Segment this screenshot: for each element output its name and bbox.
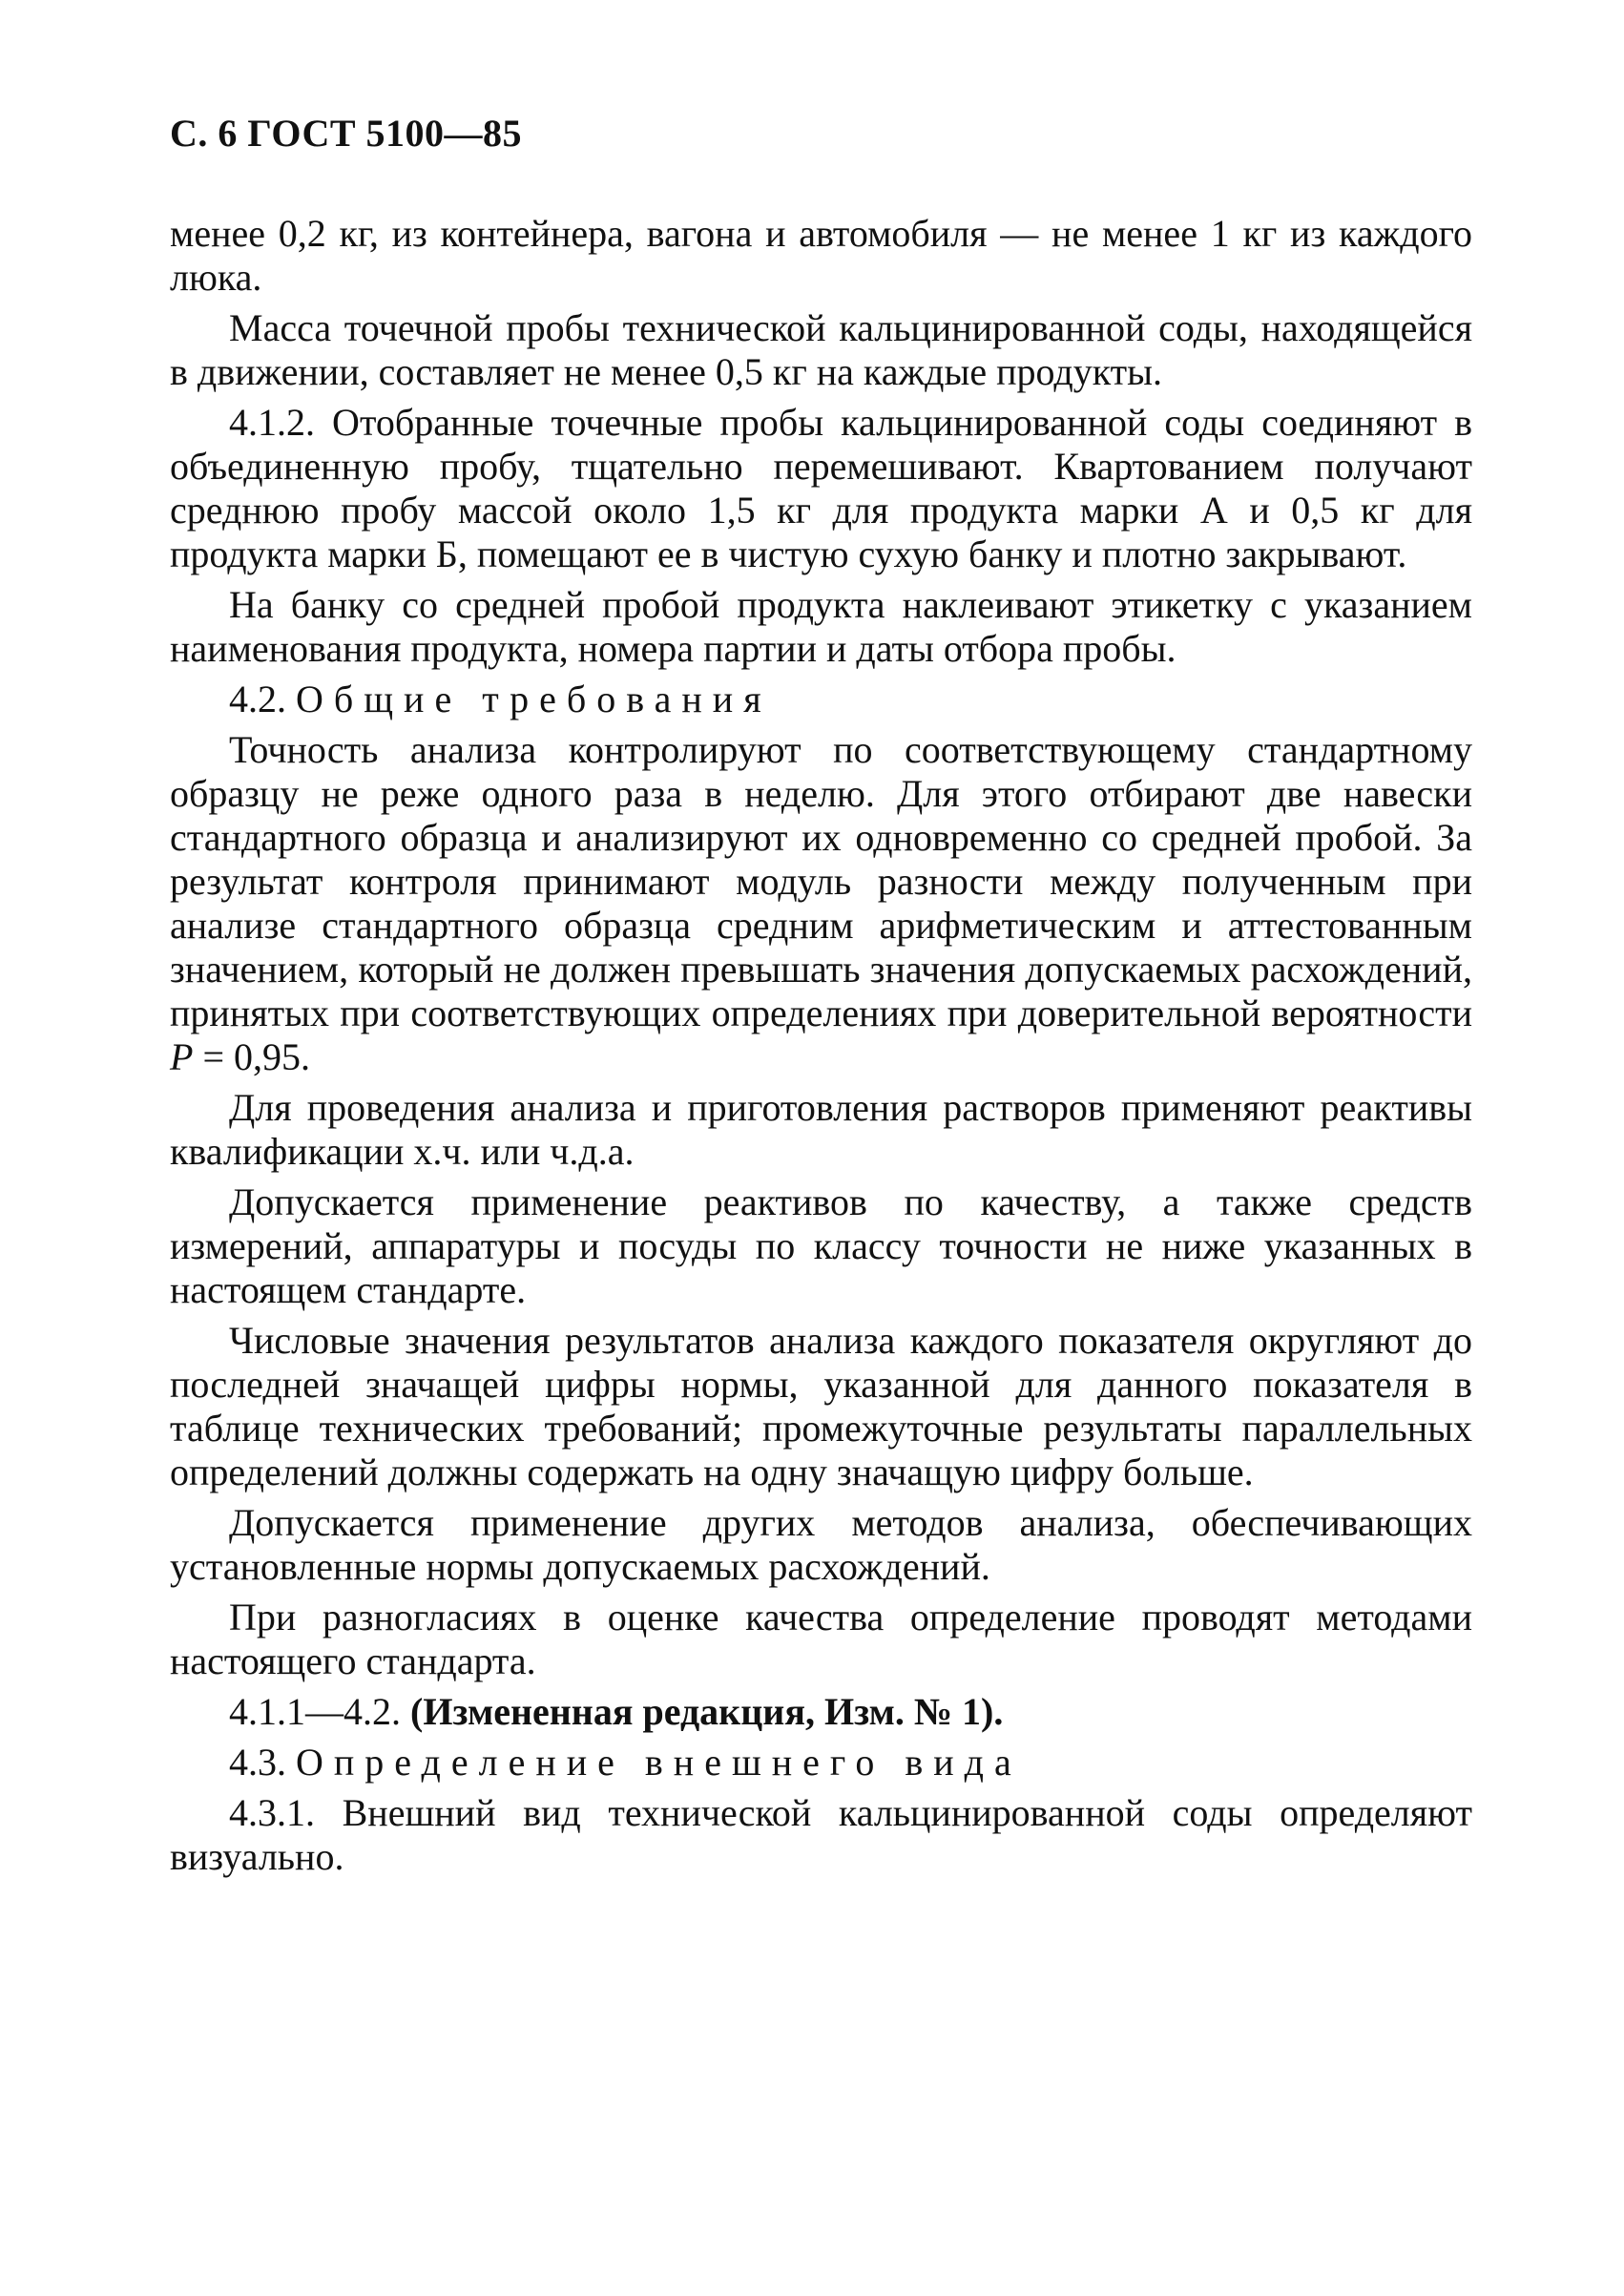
paragraph-sample-mass: Масса точечной пробы технической кальцинированной соды, находящейся в движении, составляет не менее 0,5 кг на каждые продукты. xyxy=(170,306,1472,393)
paragraph-reagents: Для проведения анализа и приготовления растворов применяют реактивы квалификации х.ч. или ч.д.а. xyxy=(170,1086,1472,1173)
paragraph-label: На банку со средней пробой продукта наклеивают этикетку с указанием наименования продукта, номера партии и даты отбора пробы. xyxy=(170,583,1472,670)
paragraph-4-3-1: 4.3.1. Внешний вид технической кальцинированной соды определяют визуально. xyxy=(170,1791,1472,1878)
paragraph-rounding: Числовые значения результатов анализа каждого показателя округляют до последней значащей цифры нормы, указанной для данного показателя в таблице технических требований; промежуточные результаты параллельных определений должны содержать на одну значащую цифру больше. xyxy=(170,1319,1472,1493)
paragraph-continuation: менее 0,2 кг, из контейнера, вагона и автомобиля — не менее 1 кг из каждого люка. xyxy=(170,212,1472,299)
amendment-range: 4.1.1—4.2. xyxy=(229,1690,401,1733)
paragraph-disagreements: При разногласиях в оценке качества определение проводят методами настоящего стандарта. xyxy=(170,1596,1472,1682)
section-number: 4.2. xyxy=(229,678,286,720)
section-4-2-heading xyxy=(170,678,1472,721)
paragraph-text: Точность анализа контролируют по соответствующему стандартному образцу не реже одного раза в неделю. Для этого отбирают две навески стандартного образца и анализируют их одновременно со средней пробой. За результат контроля принимают модуль разности между полученным при анализе стандартного образца средним арифметическим и аттестованным значением, который не должен превышать значения допускаемых расхождений, принятых при соответствующих определениях при доверительной вероятности xyxy=(170,728,1472,1034)
probability-variable: P xyxy=(170,1035,194,1078)
amendment-note xyxy=(170,1690,1472,1734)
paragraph-other-methods: Допускается применение других методов анализа, обеспечивающих установленные нормы допускаемых расхождений. xyxy=(170,1501,1472,1588)
paragraph-4-1-2: 4.1.2. Отобранные точечные пробы кальцинированной соды соединяют в объединенную пробу, тщательно перемешивают. Квартованием получают среднюю пробу массой около 1,5 кг для продукта марки А и 0,5 кг для продукта марки Б, помещают ее в чистую сухую банку и плотно закрывают. xyxy=(170,401,1472,575)
document-body xyxy=(170,212,1472,1886)
section-number: 4.3. xyxy=(229,1741,286,1784)
amendment-text: (Измененная редакция, Изм. № 1). xyxy=(410,1690,1004,1733)
probability-value: = 0,95. xyxy=(202,1035,310,1078)
section-4-3-heading xyxy=(170,1741,1472,1785)
section-title: Общие требования xyxy=(296,678,772,720)
section-title: Определение внешнего вида xyxy=(296,1741,1022,1784)
paragraph-reagents-quality: Допускается применение реактивов по качеству, а также средств измерений, аппаратуры и посуды по классу точности не ниже указанных в настоящем стандарте. xyxy=(170,1180,1472,1311)
page-header: С. 6 ГОСТ 5100—85 xyxy=(170,112,523,155)
paragraph-accuracy-control xyxy=(170,728,1472,1079)
